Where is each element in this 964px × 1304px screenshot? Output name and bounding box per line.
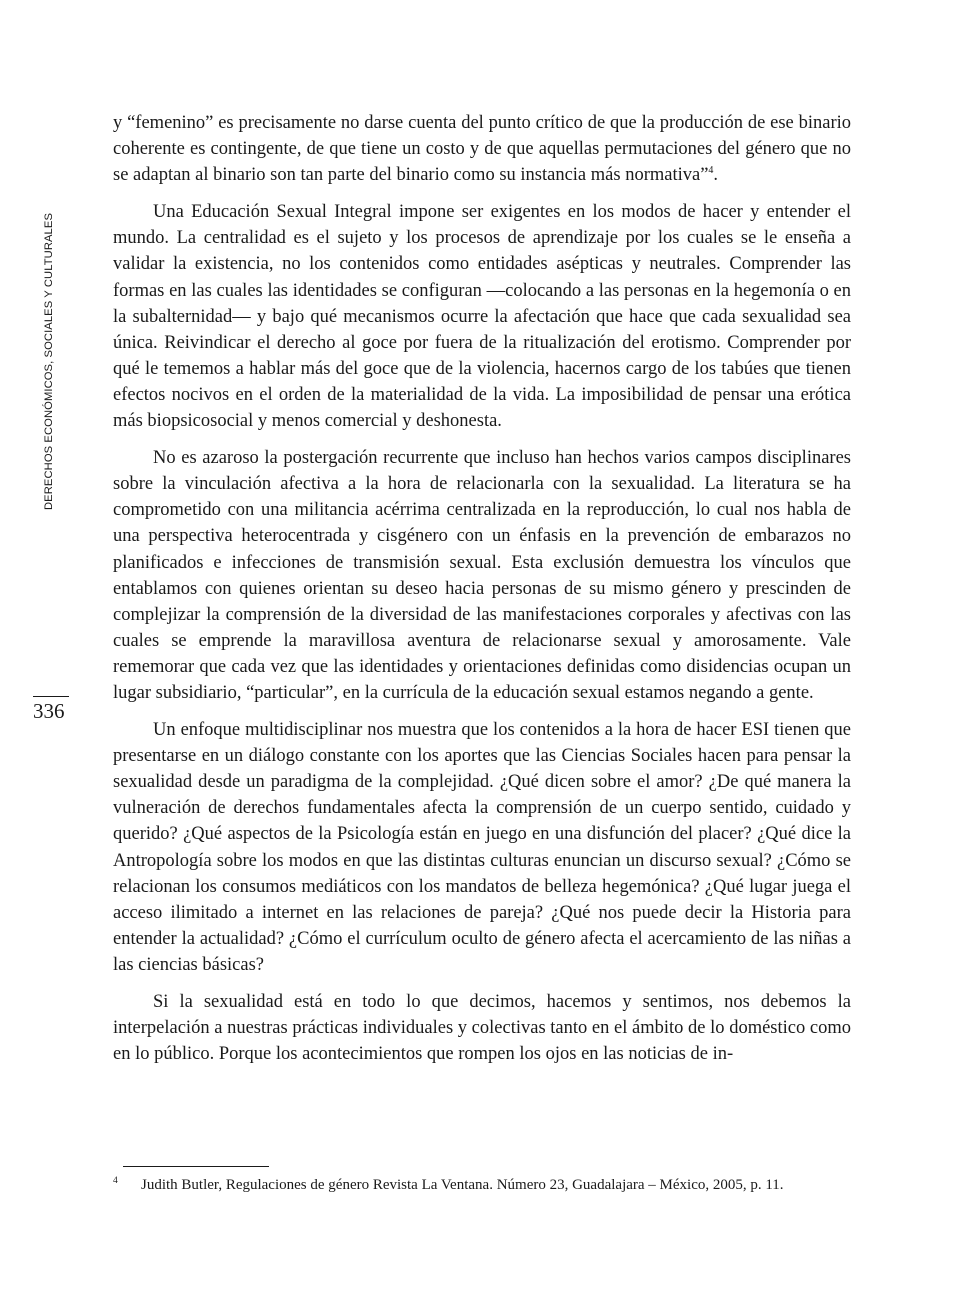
paragraph-3: No es azaroso la postergación recurrente que incluso han hechos varios campos disciplinares sobre la vinculación afectiva a la hora de relacionarla con la sexualidad. La literatura se ha comprometido con una militancia acérrima centralizada en la reproducción, lo cual nos habla de una perspectiva heterocentrada y cisgénero con un énfasis en la prevención de embarazos no planificados e infecciones de transmisión sexual. Esta exclusión demuestra los vínculos que entablamos con quienes orientan su deseo hacia personas de su mismo género y prescinden de complejizar la comprensión de la diversidad de las manifestaciones corporales y afectivas con las cuales se emprende la maravillosa aventura de relacionarse sexual y amorosamente. Vale rememorar que cada vez que las identidades y orientaciones definidas como disidencias ocupan un lugar subsidiario, “particular”, en la currícula de la educación sexual estamos negando a gente. [113, 448, 851, 703]
footnote-text: Judith Butler, Regulaciones de género Revista La Ventana. Número 23, Guadalajara – México, 2005, p. 11. [141, 1177, 784, 1193]
footnote: 4 Judith Butler, Regulaciones de género Revista La Ventana. Número 23, Guadalajara – México, 2005, p. 11. [113, 1176, 784, 1193]
paragraph-5: Si la sexualidad está en todo lo que decimos, hacemos y sentimos, nos debemos la interpelación a nuestras prácticas individuales y colectivas tanto en el ámbito de lo doméstico como en lo público. Porque los acontecimientos que rompen los ojos en las noticias de in- [113, 992, 851, 1065]
footnote-rule [123, 1166, 269, 1167]
paragraph-4: Un enfoque multidisciplinar nos muestra que los contenidos a la hora de hacer ESI tienen que presentarse en un diálogo constante con los aportes que las Ciencias Sociales hacen para pensar la sexualidad desde un paradigma de la complejidad. ¿Qué dicen sobre el amor? ¿De qué manera la vulneración de derechos fundamentales afecta la comprensión de un cuerpo sentido, cuidado y querido? ¿Qué aspectos de la Psicología están en juego en una disfunción del placer? ¿Qué dice la Antropología sobre los modos en que las distintas culturas enuncian un discurso sexual? ¿Cómo se relacionan los consumos mediáticos con los mandatos de belleza hegemónica? ¿Qué lugar juega el acceso ilimitado a internet en las relaciones de pareja? ¿Qué nos puede decir la Historia para entender la actualidad? ¿Cómo el currículum oculto de género afecta el acercamiento de las niñas a las ciencias básicas? [113, 720, 851, 975]
running-section-title: DERECHOS ECONÓMICOS, SOCIALES Y CULTURALES [43, 212, 55, 510]
paragraph-1 [113, 110, 851, 188]
body-text [113, 110, 851, 1078]
paragraph-2: Una Educación Sexual Integral impone ser exigentes en los modos de hacer y entender el mundo. La centralidad es el sujeto y los procesos de aprendizaje por los cuales se le enseña a validar la existencia, no los contenidos como entidades asépticas y neutrales. Comprender las formas en las cuales las identidades se configuran —colocando a las personas en la hegemonía o en la subalternidad— y bajo qué mecanismos ocurre la afectación que hace que cada sexualidad sea única. Reivindicar el derecho al goce por fuera de la ritualización del erotismo. Comprender por qué le tememos a hablar más del goce que de la violencia, hacernos cargo de los tabúes que tienen efectos nocivos en el orden de la materialidad de la vida. La imposibilidad de pensar una erótica más biopsicosocial y menos comercial y deshonesta. [113, 202, 851, 432]
page-number: 336 [33, 699, 65, 723]
paragraph-1-text: y “femenino” es precisamente no darse cuenta del punto crítico de que la producción de ese binario coherente es contingente, de que tiene un costo y de que aquellas permutaciones del género que no se adaptan al binario son tan parte del binario como su instancia más normativa” [113, 113, 851, 186]
page-number-rule [33, 696, 69, 697]
paragraph-1-end: . [713, 165, 719, 186]
footnote-reference[interactable]: 4 [708, 165, 714, 177]
